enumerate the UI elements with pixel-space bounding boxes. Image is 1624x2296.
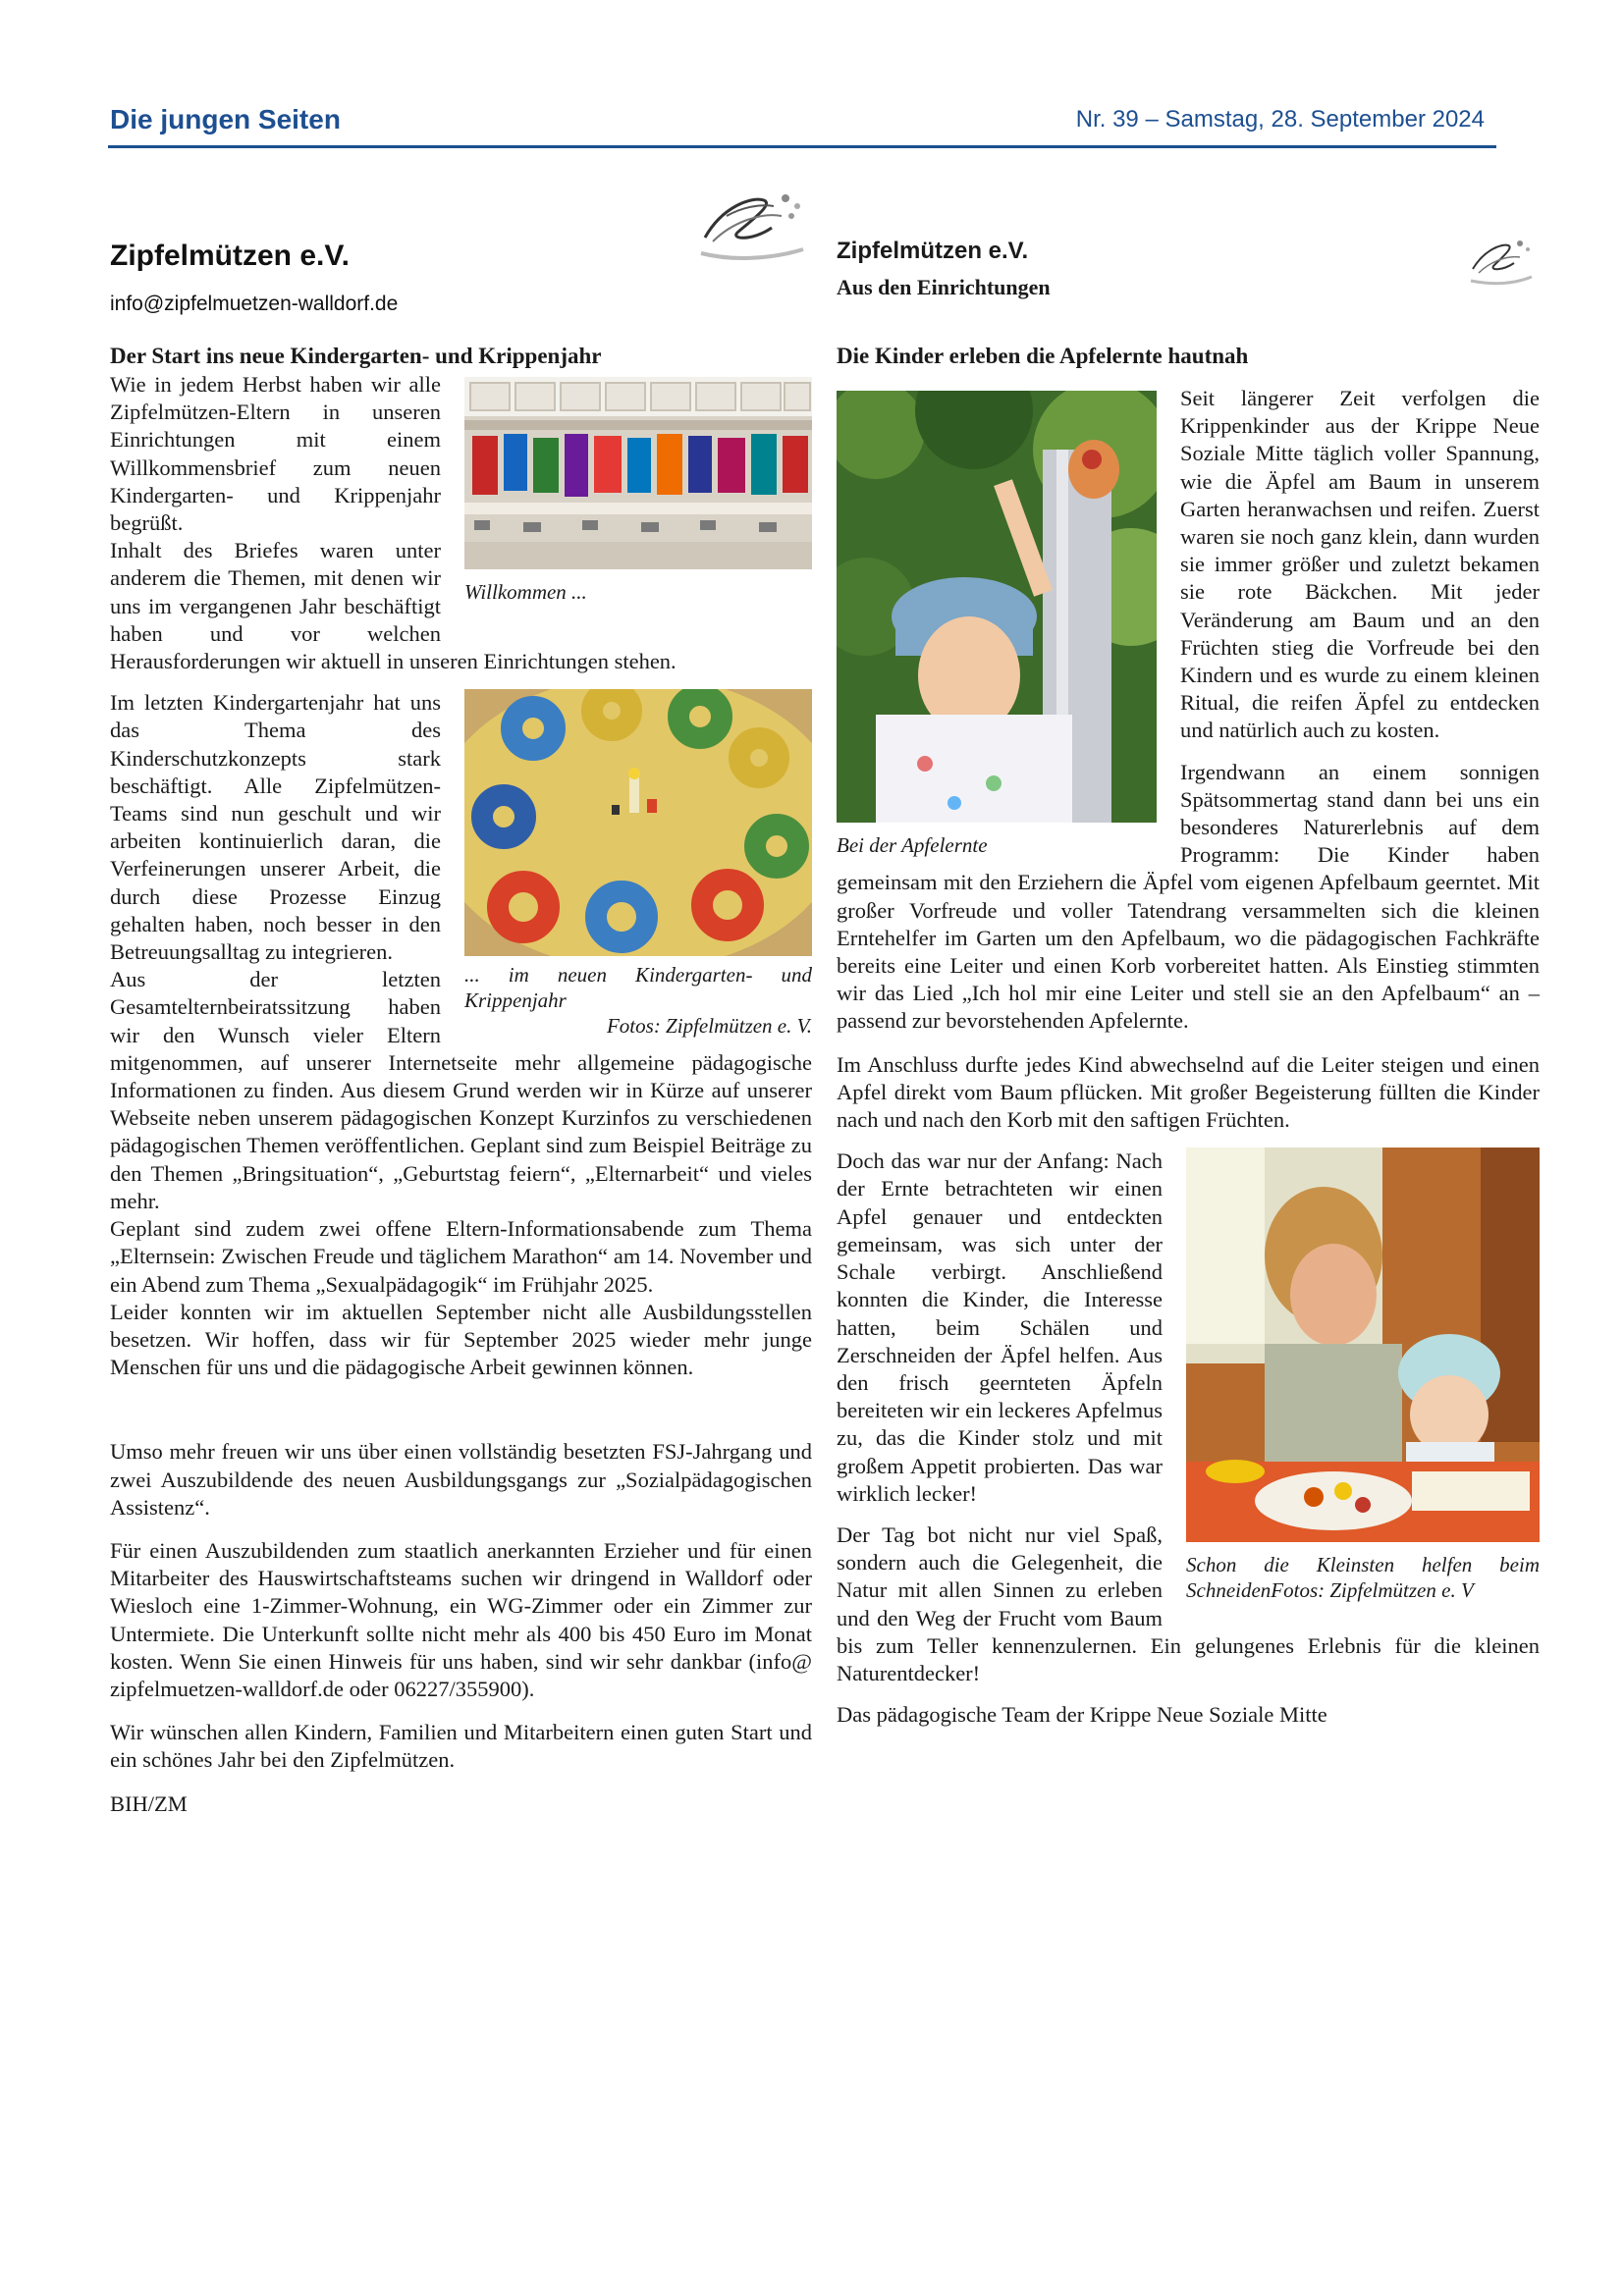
- left-caption-credit: Fotos: Zipfelmützen e. V.: [606, 1014, 812, 1039]
- left-paragraph-1: Wie in jedem Herbst haben wir alle Zipfelmützen-Eltern in unseren Einrichtungen mit einem Willkommensbrief zum neuen Kindergarten- und Krippenjahr begrüßt.: [110, 372, 441, 536]
- right-paragraph-1: Seit längerer Zeit verfolgen die Krippenkinder aus der Krippe Neue Soziale Mitte täglich voller Spannung, wie die Äpfel am Baum in unserem Garten heranwachsen und reifen. Zuerst waren sie noch ganz klein, dann wurden sie immer größer und zuletzt bekamen sie rote Bäckchen. Mit jeder Veränderung am Baum und an den Früchten stieg die Vorfreude bei den Kindern und es wurde zu einem kleinen Ritual, die reifen Äpfel zu entdecken und natürlich auch zu kosten.: [1180, 386, 1540, 743]
- apple-cutting-photo: [1186, 1148, 1540, 1542]
- left-photo-2-block: [464, 689, 812, 1039]
- rings-game-photo: [464, 689, 812, 956]
- cloakroom-photo: [464, 377, 812, 569]
- right-subheading: Aus den Einrichtungen: [837, 275, 1051, 299]
- left-paragraph-8: Für einen Auszubildenden zum staatlich anerkannten Erzieher und für einen Mitarbeiter des Hauswirtschaftsteams suchen wir dringend in Walldorf oder Wiesloch eine 1-Zimmer-Wohnung, ein WG-Zimmer oder ein Zimmer zur Untermiete. Die Unterkunft sollte nicht mehr als 400 bis 450 Euro im Monat kosten. Wenn Sie einen Hinweis für uns haben, sind wir sehr dankbar (info@ zipfelmuetzen-walldorf.de oder 06227/355900).: [110, 1537, 812, 1701]
- right-heading: Die Kinder erleben die Apfelernte hautnah: [837, 344, 1249, 368]
- right-caption-1: Bei der Apfelernte: [837, 833, 988, 857]
- left-paragraph-5: Geplant sind zudem zwei offene Eltern-Informationsabende zum Thema „Elternsein: Zwischen Freude und täglichem Marathon“ am 14. November und ein Abend zum Thema „Sexualpädagogik“ im Frühjahr 2025.: [110, 1216, 812, 1297]
- right-paragraph-2: Irgendwann an einem sonnigen Spätsommertag stand dann bei uns ein besonderes Naturerlebnis auf dem Programm: Die Kinder haben gemeinsam mit den Erziehern die Äpfel vom eigenen Apfelbaum geerntet. Mit großer Vorfreude und voller Tatendrang versammelten sich die kleinen Erntehelfer im Garten um den Apfelbaum, wo die pädagogischen Fachkräfte bereits eine Leiter und einen Korb vorbereitet hatten. Als Einstieg stimmten wir das Lied „Ich hol mir eine Leiter und stell sie an den Apfelbaum“ an – passend zur bevorstehenden Apfelernte.: [837, 759, 1540, 1034]
- issue-date: Nr. 39 – Samstag, 28. September 2024: [1075, 106, 1485, 133]
- left-paragraph-4: Aus der letzten Gesamtelternbeiratssitzung haben wir den Wunsch vieler Eltern mitgenommen, auf unserer Internetseite mehr allgemeine pädagogische Informationen zu finden. Aus diesem Grund werden wir in Kürze auf unserer Webseite neben unserem pädagogischen Konzept Kurzinfos zu verschiedenen pädagogischen Themen veröffentlichen. Geplant sind zum Beispiel Beiträge zu den Themen „Bringsituation“, „Geburtstag feiern“, „Elternarbeit“ und vieles mehr.: [110, 967, 812, 1213]
- zipfelmuetzen-small-logo-icon: [1467, 230, 1536, 289]
- left-signature: BIH/ZM: [110, 1790, 188, 1816]
- right-photo-2-block: [1186, 1148, 1540, 1619]
- right-paragraph-5: Der Tag bot nicht nur viel Spaß, sondern auch die Gelegenheit, die Natur mit allen Sinnen zu erleben und den Weg der Frucht vom Baum bis zum Teller kennenzulernen. Ein gelungenes Erlebnis für die kleinen Naturentdecker!: [837, 1522, 1540, 1685]
- right-paragraph-3: Im Anschluss durfte jedes Kind abwechselnd auf die Leiter steigen und einen Apfel direkt vom Baum pflücken. Mit großer Begeisterung füllten die Kinder nach und nach den Korb mit den saftigen Früchten.: [837, 1051, 1540, 1133]
- right-paragraph-6: Das pädagogische Team der Krippe Neue Soziale Mitte: [837, 1702, 1327, 1728]
- header-divider: [108, 145, 1496, 148]
- left-article-body: [110, 371, 812, 1834]
- section-title: Die jungen Seiten: [110, 104, 341, 134]
- left-paragraph-3: Im letzten Kindergartenjahr hat uns das Thema des Kinderschutzkonzepts stark beschäftigt. Alle Zipfelmützen-Teams sind nun geschult und wir arbeiten kontinuierlich daran, die Verfeinerungen unserer Arbeit, die durch diese Prozesse Einzug gehalten haben, noch besser in den Betreuungsalltag zu integrieren.: [110, 690, 441, 965]
- left-photo-1-block: [464, 377, 812, 634]
- left-paragraph-6: Leider konnten wir im aktuellen September nicht alle Ausbildungsstellen besetzen. Wir hoffen, dass wir für September 2025 wieder mehr junge Menschen für uns und die pädagogische Arbeit gewinnen können.: [110, 1299, 812, 1380]
- right-caption-2: Schon die Kleinsten helfen beim SchneidenFotos: Zipfelmützen e. V: [1186, 1553, 1540, 1603]
- apple-harvest-photo: [837, 391, 1157, 823]
- left-caption-1: Willkommen ...: [464, 580, 587, 604]
- right-paragraph-4: Doch das war nur der Anfang: Nach der Ernte betrachteten wir einen Apfel genauer und entdeckten gemeinsam, was sich unter der Schale verbirgt. Anschließend konnten die Kinder, die Interesse hatten, beim Schälen und Zerschneiden der Äpfel helfen. Aus den frisch geernteten Äpfeln bereiteten wir ein leckeres Apfelmus zu, das die Kinder stolz und mit großem Appetit probierten. Das war wirklich lecker!: [837, 1148, 1163, 1506]
- left-caption-2: ... im neuen Kindergarten- und Krippenjahr: [464, 963, 812, 1013]
- left-paragraph-9: Wir wünschen allen Kindern, Familien und Mitarbeitern einen guten Start und ein schönes Jahr bei den Zipfelmützen.: [110, 1720, 812, 1773]
- zipfelmuetzen-logo-icon: [693, 177, 811, 267]
- left-org-name: Zipfelmützen e.V.: [110, 240, 350, 272]
- right-photo-1-block: [837, 391, 1157, 858]
- right-article-body: [837, 385, 1540, 1744]
- left-heading: Der Start ins neue Kindergarten- und Krippenjahr: [110, 344, 602, 368]
- left-paragraph-2: Inhalt des Briefes waren unter anderem die Themen, mit denen wir uns im vergangenen Jahr beschäftigt haben und vor welchen Herausforderungen wir aktuell in unseren Einrichtungen stehen.: [110, 538, 677, 674]
- right-org-name: Zipfelmützen e.V.: [837, 238, 1029, 264]
- left-email: info@zipfelmuetzen-walldorf.de: [110, 293, 399, 315]
- left-paragraph-7: Umso mehr freuen wir uns über einen vollständig besetzten FSJ-Jahrgang und zwei Auszubildende des neuen Ausbildungsgangs zur „Sozialpädagogischen Assistenz“.: [110, 1439, 812, 1520]
